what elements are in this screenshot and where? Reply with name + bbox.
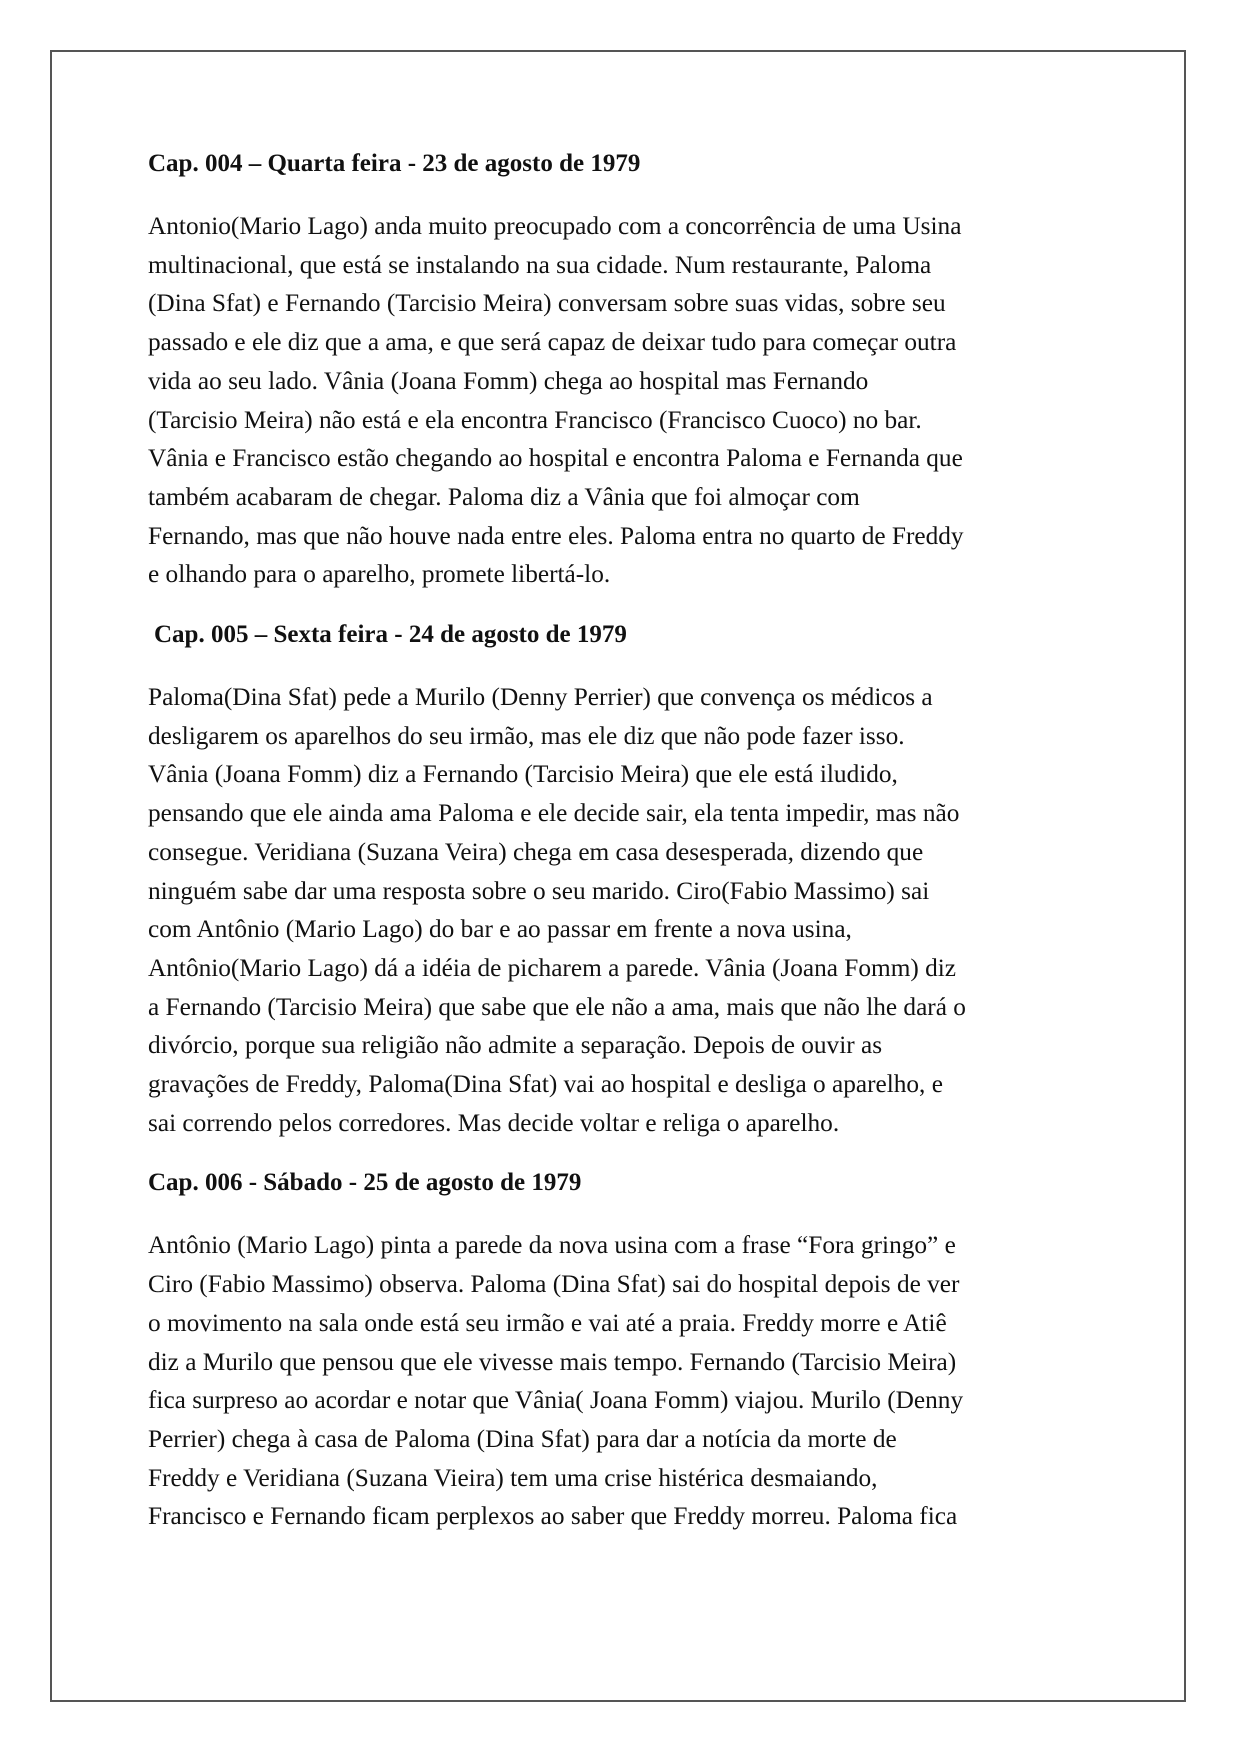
chapter-heading: Cap. 004 – Quarta feira - 23 de agosto de 1979 [148,150,641,177]
chapter-summary: Antônio (Mario Lago) pinta a parede da nova usina com a frase “Fora gringo” e Ciro (Fabio Massimo) observa. Paloma (Dina Sfat) sai do hospital depois de ver o movimento na sala onde está seu irmão e vai até a praia. Freddy morre e Atiê diz a Murilo que pensou que ele vivesse mais tempo. Fernando (Tarcisio Meira) fica surpreso ao acordar e notar que Vânia( Joana Fomm) viajou. Murilo (Denny Perrier) chega à casa de Paloma (Dina Sfat) para dar a notícia da morte de Freddy e Veridiana (Suzana Vieira) tem uma crise histérica desmaiando, Francisco e Fernando ficam perplexos ao saber que Freddy morreu. Paloma fica [148,1231,964,1531]
document-body [148,145,1108,1558]
chapter-summary: Paloma(Dina Sfat) pede a Murilo (Denny Perrier) que convença os médicos a desligarem os aparelhos do seu irmão, mas ele diz que não pode fazer isso. Vânia (Joana Fomm) diz a Fernando (Tarcisio Meira) que ele está iludido, pensando que ele ainda ama Paloma e ele decide sair, ela tenta impedir, mas não consegue. Veridiana (Suzana Veira) chega em casa desesperada, dizendo que ninguém sabe dar uma resposta sobre o seu marido. Ciro(Fabio Massimo) sai com Antônio (Mario Lago) do bar e ao passar em frente a nova usina, Antônio(Mario Lago) dá a idéia de picharem a parede. Vânia (Joana Fomm) diz a Fernando (Tarcisio Meira) que sabe que ele não a ama, mais que não lhe dará o divórcio, porque sua religião não admite a separação. Depois de ouvir as gravações de Freddy, Paloma(Dina Sfat) vai ao hospital e desliga o aparelho, e sai correndo pelos corredores. Mas decide voltar e religa o aparelho. [148,683,966,1137]
chapter-005 [148,616,1108,1142]
chapter-heading: Cap. 005 – Sexta feira - 24 de agosto de 1979 [154,621,627,649]
chapter-006 [148,1164,1108,1536]
chapter-heading: Cap. 006 - Sábado - 25 de agosto de 1979 [148,1169,582,1197]
chapter-summary: Antonio(Mario Lago) anda muito preocupado com a concorrência de uma Usina multinacional, que está se instalando na sua cidade. Num restaurante, Paloma (Dina Sfat) e Fernando (Tarcisio Meira) conversam sobre suas vidas, sobre seu passado e ele diz que a ama, e que será capaz de deixar tudo para começar outra vida ao seu lado. Vânia (Joana Fomm) chega ao hospital mas Fernando (Tarcisio Meira) não está e ela encontra Francisco (Francisco Cuoco) no bar. Vânia e Francisco estão chegando ao hospital e encontra Paloma e Fernanda que também acabaram de chegar. Paloma diz a Vânia que foi almoçar com Fernando, mas que não houve nada entre eles. Paloma entra no quarto de Freddy e olhando para o aparelho, promete libertá-lo. [148,212,964,589]
chapter-004 [148,145,1108,594]
